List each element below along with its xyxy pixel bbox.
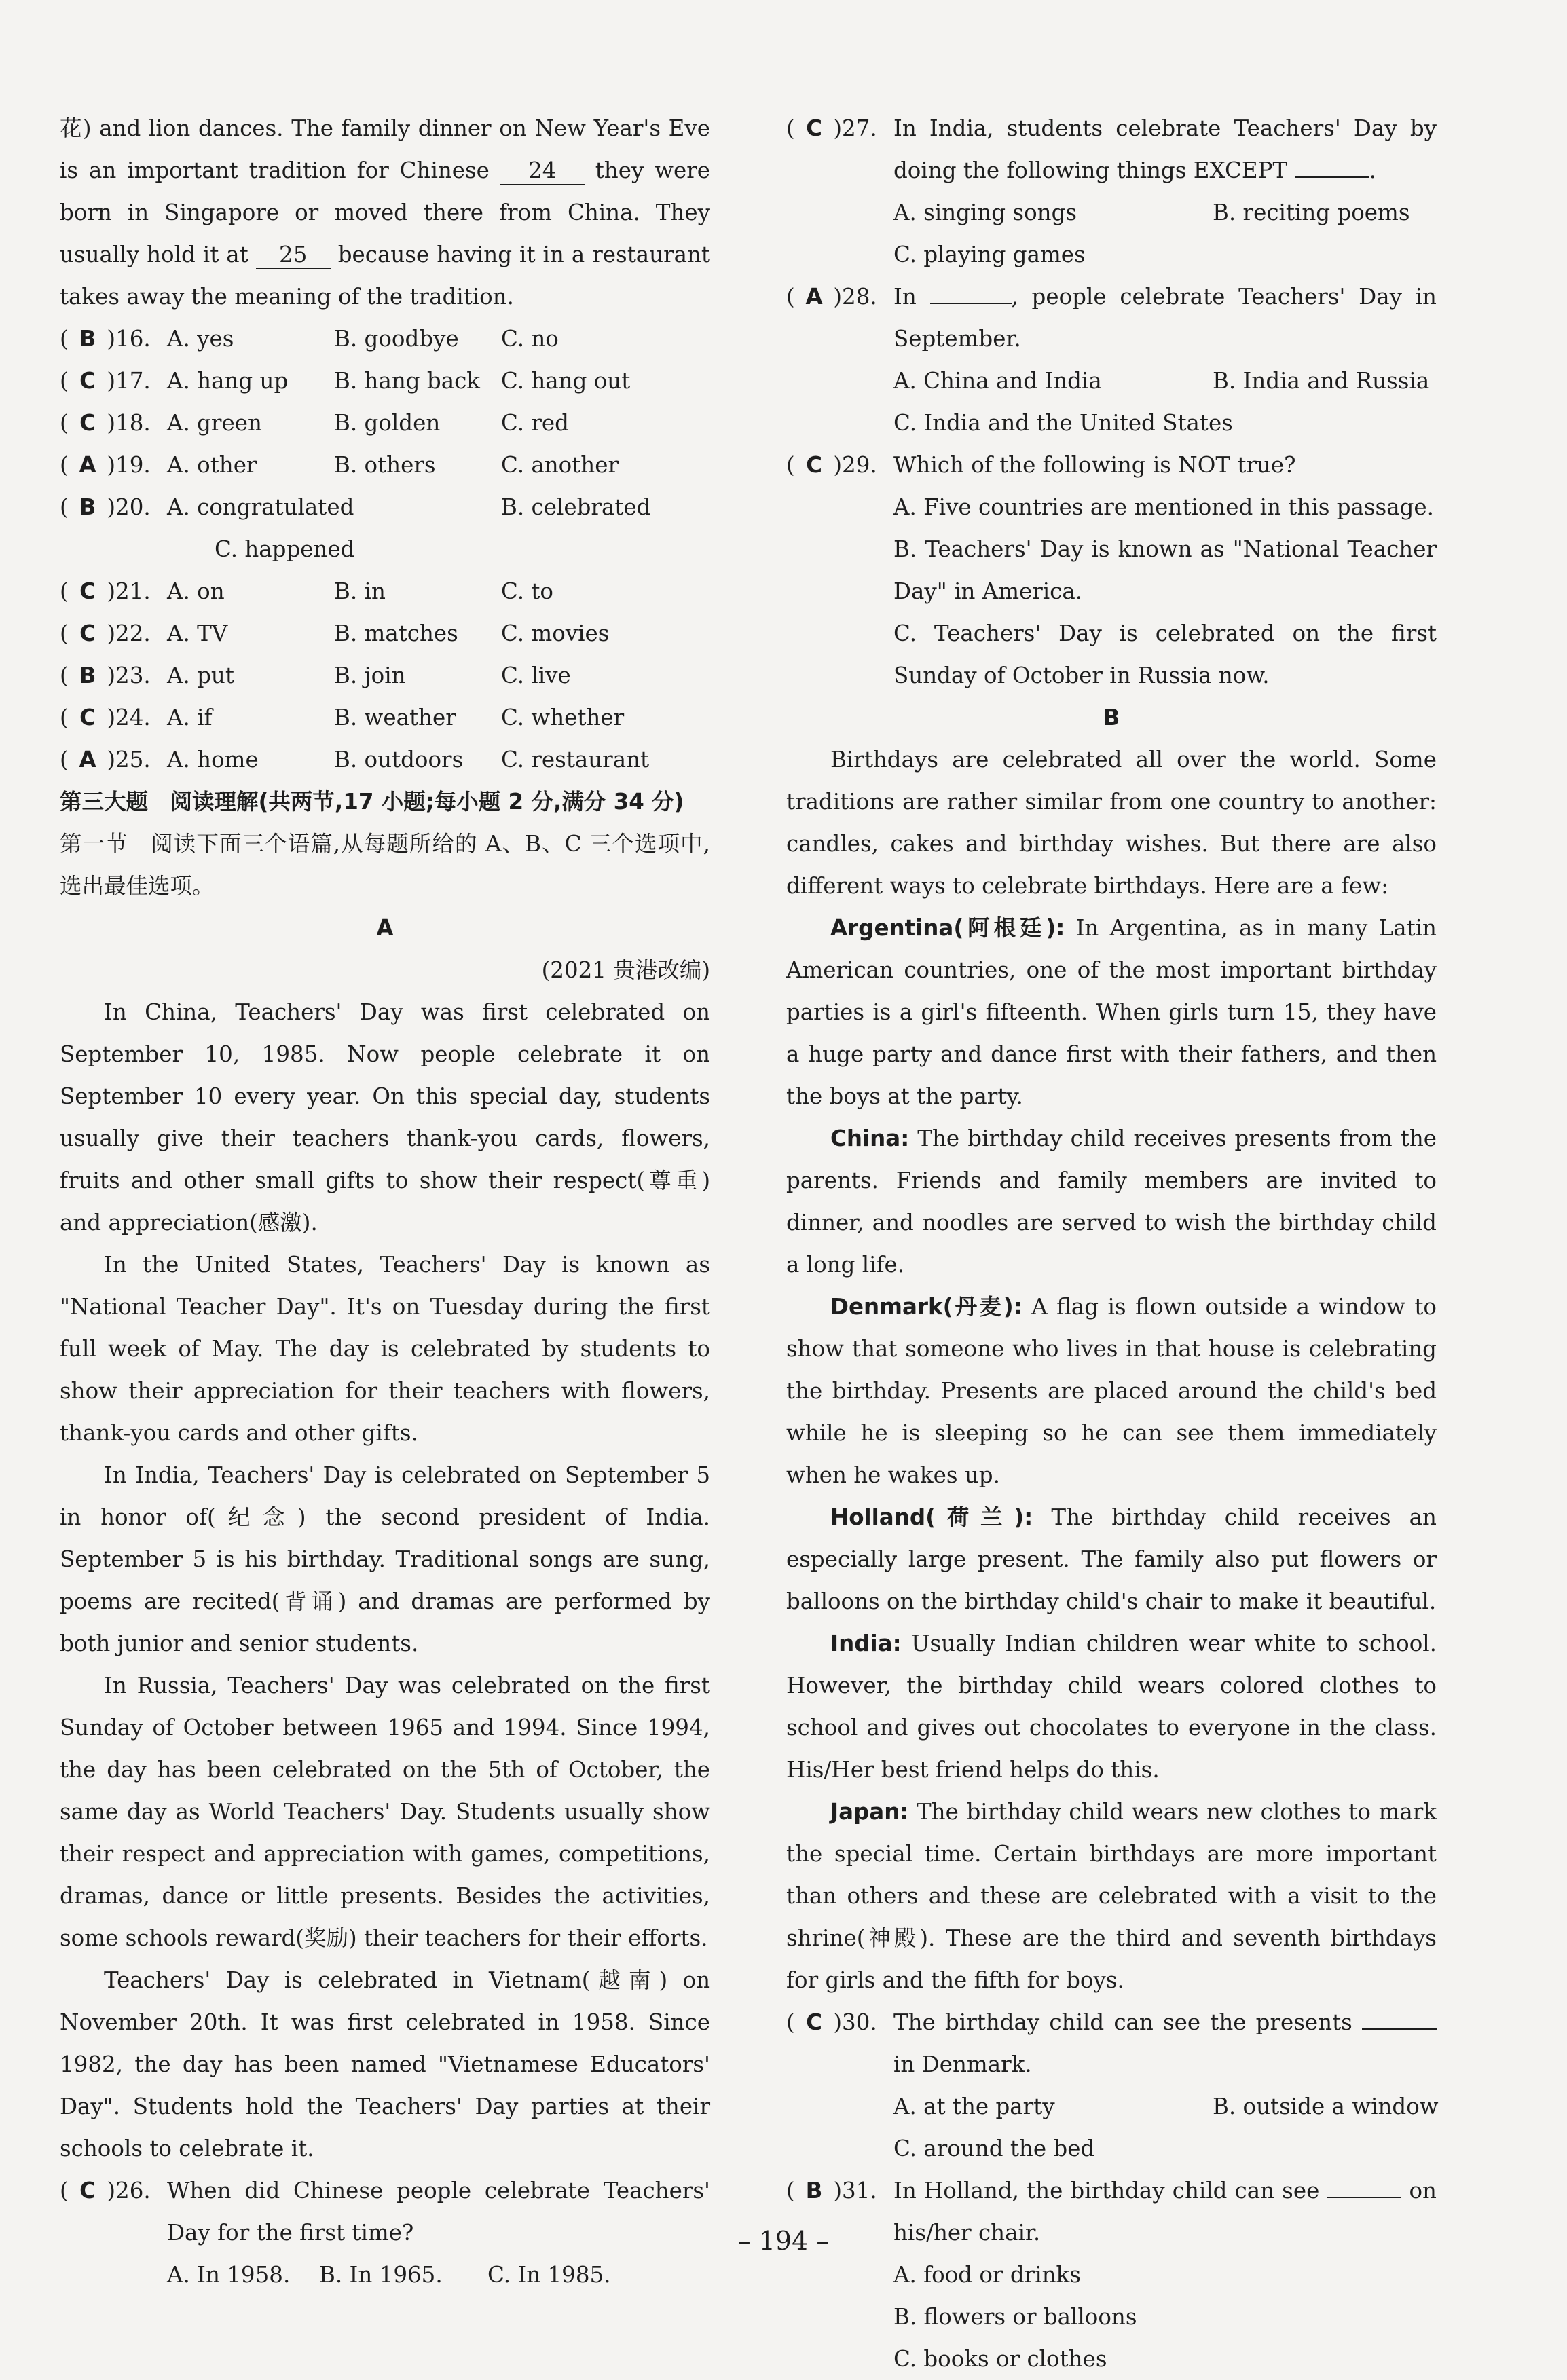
answer: C [79, 368, 96, 394]
cloze-question: ( B )20. A. congratulated B. celebrated [60, 486, 710, 528]
country-paragraph-japan: Japan: The birthday child wears new clothes to mark the special time. Certain birthdays are more important than others and these are celebrated with a visit to the shrine(神殿). These are the third and seventh birthdays for girls and the fifth for boys. [786, 1799, 1437, 1993]
answer: C [806, 115, 822, 141]
options: A. singing songs B. reciting poems [893, 200, 1410, 225]
cloze-question: ( A )25. A. home B. outdoors C. restaurant [60, 739, 710, 781]
cloze-question: ( C )21. A. on B. in C. to [60, 570, 710, 612]
cloze-question: ( B )16. A. yes B. goodbye C. no [60, 318, 710, 360]
answer: C [79, 620, 96, 646]
question-26: ( C )26. When did Chinese people celebrate Teachers' Day for the first time? A. In 1958. B. In 1965. C. In 1985. [60, 2170, 710, 2296]
section-title: 第三大题 阅读理解(共两节,17 小题;每小题 2 分,满分 34 分) [60, 789, 684, 815]
question-28: ( A )28. In , people celebrate Teachers' Day in September. A. China and India B. India and Russia C. India and the United States [786, 276, 1437, 444]
country-paragraph-china: China: The birthday child receives presents from the parents. Friends and family members are invited to dinner, and noodles are served to wish the birthday child a long life. [786, 1126, 1437, 1278]
passage-a-paragraph: In India, Teachers' Day is celebrated on September 5 in honor of(纪念) the second president of India. September 5 is his birthday. Traditional songs are sung, poems are recited(背诵) and dramas are performed by both junior and senior students. [60, 1462, 710, 1656]
left-column [60, 107, 710, 2296]
answer: C [806, 2009, 822, 2035]
question-29: ( C )29. Which of the following is NOT true? A. Five countries are mentioned in this passage. B. Teachers' Day is known as "National Teacher Day" in America. C. Teachers' Day is celebrated on the first Sunday of October in Russia now. [786, 444, 1437, 696]
country-paragraph-argentina: Argentina(阿根廷): In Argentina, as in many Latin American countries, one of the most important birthday parties is a girl's fifteenth. When girls turn 15, they have a huge party and dance first with their fathers, and then the boys at the party. [786, 915, 1437, 1109]
answer: B [79, 494, 96, 520]
country-paragraph-holland: Holland(荷兰): The birthday child receives an especially large present. The family also put flowers or balloons on the birthday child's chair to make it beautiful. [786, 1504, 1437, 1614]
cloze-question: ( C )22. A. TV B. matches C. movies [60, 612, 710, 654]
answer: B [79, 326, 96, 352]
cloze-question: ( B )23. A. put B. join C. live [60, 654, 710, 696]
passage-b-intro: Birthdays are celebrated all over the world. Some traditions are rather similar from one country to another: candles, cakes and birthday wishes. But there are also different ways to celebrate birthdays. Here are a few: [786, 747, 1437, 899]
answer: A [805, 284, 823, 310]
section-instructions: 第一节 阅读下面三个语篇,从每题所给的 A、B、C 三个选项中,选出最佳选项。 [60, 831, 710, 899]
options: A. China and India B. India and Russia [893, 368, 1430, 394]
passage-a-source: (2021 贵港改编) [541, 957, 710, 983]
cloze-question: ( C )24. A. if B. weather C. whether [60, 696, 710, 739]
options: A. In 1958. B. In 1965. C. In 1985. [167, 2262, 611, 2288]
answer: C [79, 2178, 96, 2204]
answer-blank [1295, 176, 1369, 178]
passage-a-label: A [376, 915, 394, 941]
answer-blank [930, 303, 1012, 304]
cloze-options [60, 318, 710, 781]
passage-a-paragraph: In Russia, Teachers' Day was celebrated on the first Sunday of October between 1965 and 1994. Since 1994, the day has been celebrated on the 5th of October, the same day as World Teachers' Day. Students usually show their respect and appreciation with games, competitions, dramas, dance or little presents. Besides the activities, some schools reward(奖励) their teachers for their efforts. [60, 1673, 710, 1951]
answer: A [79, 747, 96, 773]
country-paragraph-denmark: Denmark(丹麦): A flag is flown outside a window to show that someone who lives in that house is celebrating the birthday. Presents are placed around the child's bed while he is sleeping so he can see them immediately when he wakes up. [786, 1294, 1437, 1488]
question-31: ( B )31. In Holland, the birthday child can see on his/her chair. A. food or drinks B. flowers or balloons C. books or clothes [786, 2170, 1437, 2380]
blank-25: 25 [256, 241, 331, 269]
passage-a-paragraph: In the United States, Teachers' Day is known as "National Teacher Day". It's on Tuesday during the first full week of May. The day is celebrated by students to show their appreciation for their teachers with flowers, thank-you cards and other gifts. [60, 1252, 710, 1446]
answer: C [79, 410, 96, 436]
passage-b-label: B [1103, 705, 1120, 730]
right-column [786, 107, 1437, 2380]
blank-24: 24 [500, 157, 585, 185]
answer: C [806, 452, 822, 478]
answer: C [79, 705, 96, 730]
cloze-question: ( A )19. A. other B. others C. another [60, 444, 710, 486]
answer-blank [1362, 2028, 1437, 2030]
question-30: ( C )30. The birthday child can see the presents in Denmark. A. at the party B. outside a window C. around the bed [786, 2001, 1437, 2170]
cloze-question-cont: C. happened [215, 536, 355, 562]
cloze-question: ( C )17. A. hang up B. hang back C. hang out [60, 360, 710, 402]
question-27: ( C )27. In India, students celebrate Teachers' Day by doing the following things EXCEPT . A. singing songs B. reciting poems C. playing games [786, 107, 1437, 276]
answer: C [79, 578, 96, 604]
passage-a-paragraph: In China, Teachers' Day was first celebrated on September 10, 1985. Now people celebrate it on September 10 every year. On this special day, students usually give their teachers thank-you cards, flowers, fruits and other small gifts to show their respect(尊重) and appreciation(感激). [60, 999, 710, 1235]
country-paragraph-india: India: Usually Indian children wear white to school. However, the birthday child wears colored clothes to school and gives out chocolates to everyone in the class. His/Her best friend helps do this. [786, 1631, 1437, 1783]
options: A. at the party B. outside a window [893, 2094, 1439, 2119]
cloze-question: ( C )18. A. green B. golden C. red [60, 402, 710, 444]
answer: B [79, 663, 96, 688]
cloze-passage-tail: 花) and lion dances. The family dinner on New Year's Eve is an important tradition for Chinese 24 they were born in Singapore or moved there from China. They usually hold it at 25 because having it in a restaurant takes away the meaning of the tradition. [60, 115, 711, 310]
passage-a-paragraph: Teachers' Day is celebrated in Vietnam(越南) on November 20th. It was first celebrated in 1958. Since 1982, the day has been named "Vietnamese Educators' Day". Students hold the Teachers' Day parties at their schools to celebrate it. [60, 1967, 710, 2161]
page-number: – 194 – [737, 2226, 830, 2256]
answer-blank [1327, 2197, 1401, 2198]
answer: B [805, 2178, 823, 2204]
answer: A [79, 452, 96, 478]
